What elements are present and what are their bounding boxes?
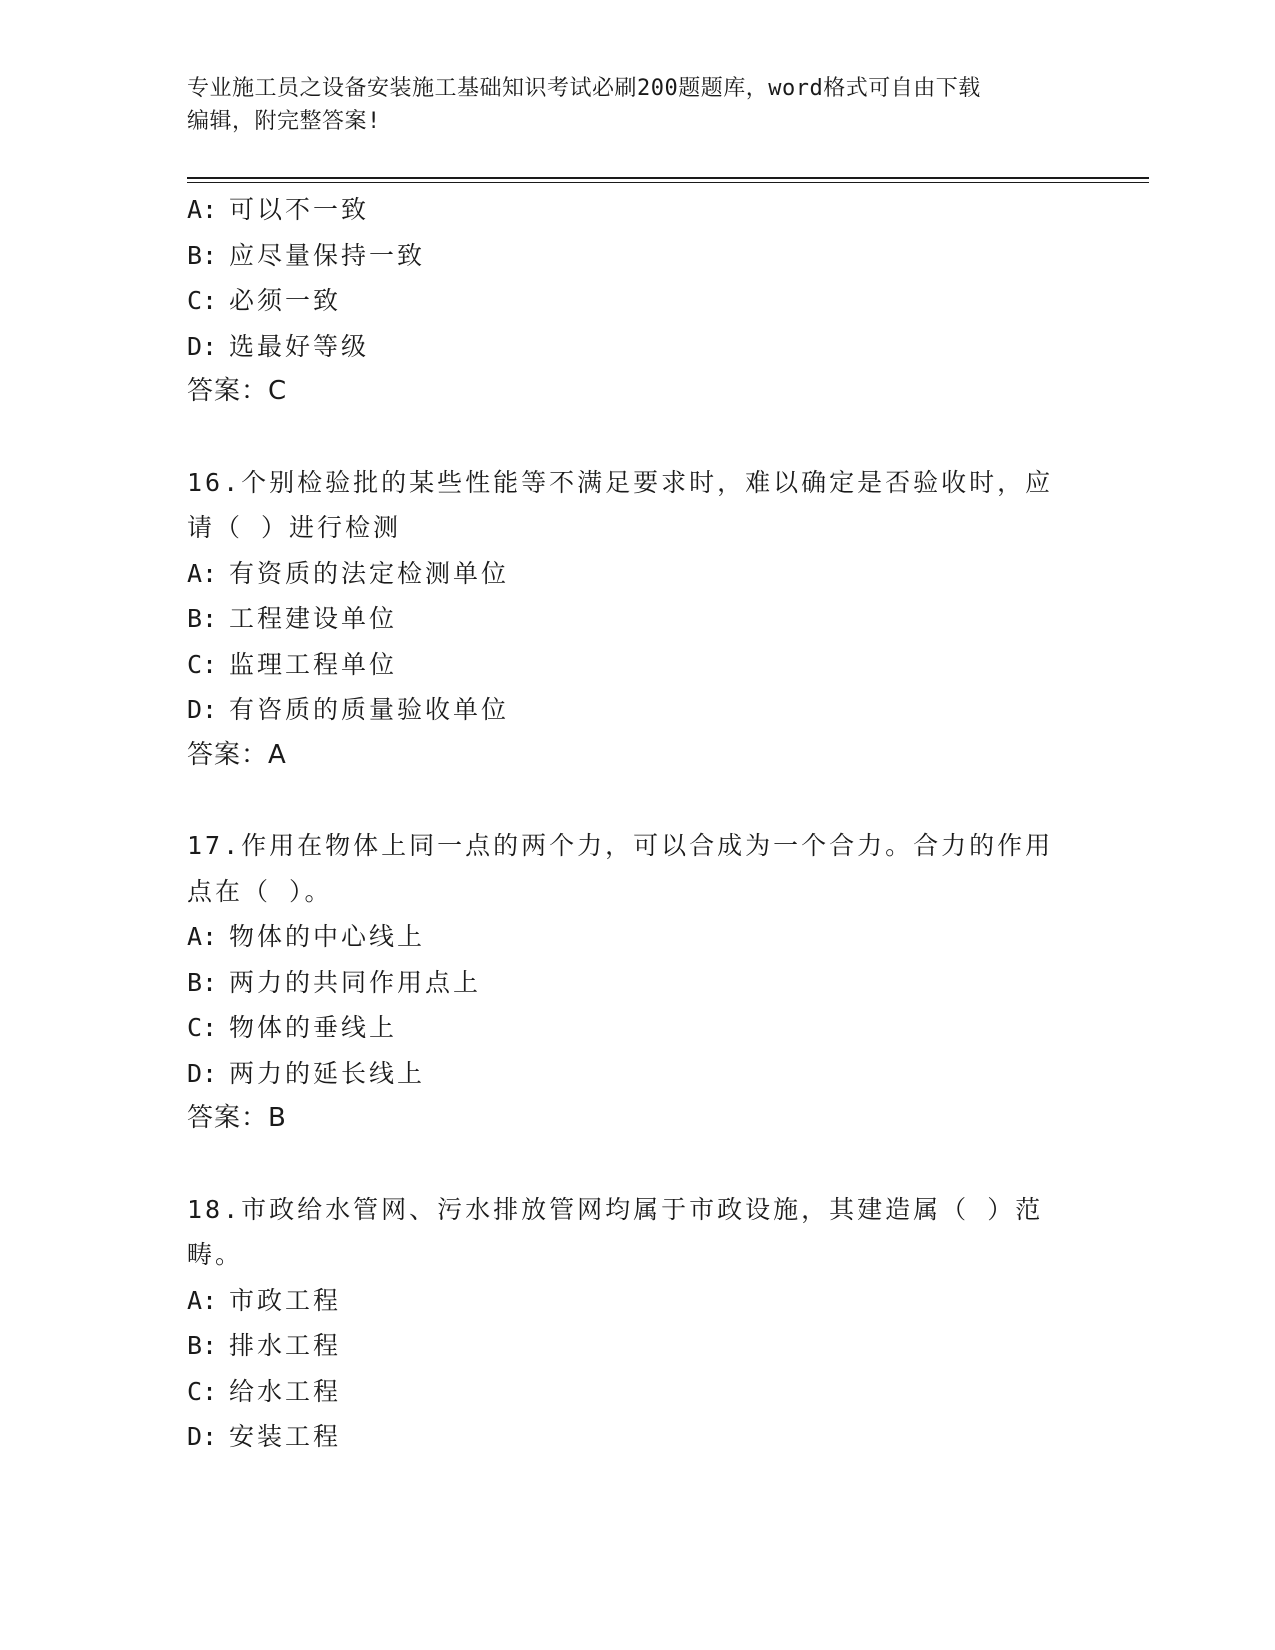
option-letter: D: [187, 1422, 218, 1451]
header-divider-thin [187, 182, 1149, 183]
spacer [187, 778, 1087, 823]
option-d [187, 1414, 1087, 1460]
option-letter: B: [187, 240, 218, 270]
spacer [187, 415, 1087, 460]
question-16 [187, 460, 1087, 779]
question-stem-line-1: 18.市政给水管网、污水排放管网均属于市政设施，其建造属（ ）范 [187, 1194, 1044, 1224]
option-letter: B: [187, 1331, 218, 1360]
option-c [187, 278, 1087, 324]
option-text: 可以不一致 [229, 195, 370, 224]
option-letter: A: [187, 922, 218, 951]
question-17 [187, 823, 1087, 1142]
header-line-1: 专业施工员之设备安装施工基础知识考试必刷200题题库，word格式可自由下载 [187, 76, 981, 101]
option-d [187, 687, 1087, 733]
document-header [187, 72, 1087, 138]
option-b [187, 960, 1087, 1006]
option-a [187, 551, 1087, 597]
option-b [187, 1323, 1087, 1369]
answer-line: 答案：C [187, 376, 288, 406]
header-line-2: 编辑，附完整答案! [187, 109, 381, 134]
option-text: 工程建设单位 [229, 604, 398, 633]
option-text: 排水工程 [229, 1331, 342, 1360]
question-15 [187, 187, 1087, 415]
option-d [187, 324, 1087, 370]
option-text: 有咨质的质量验收单位 [229, 695, 510, 724]
spacer [187, 1142, 1087, 1187]
question-stem-line-2: 请（ ）进行检测 [187, 513, 402, 542]
option-letter: C: [187, 1376, 218, 1406]
option-text: 物体的中心线上 [229, 922, 426, 951]
answer-line: 答案：A [187, 739, 287, 770]
option-letter: C: [187, 286, 218, 315]
question-list [187, 187, 1087, 1460]
question-stem-line-2: 畴。 [187, 1240, 244, 1269]
option-a [187, 914, 1087, 960]
question-stem-line-1: 17.作用在物体上同一点的两个力，可以合成为一个合力。合力的作用 [187, 831, 1054, 860]
question-18 [187, 1187, 1087, 1460]
option-letter: D: [187, 1058, 218, 1088]
option-letter: B: [187, 604, 218, 633]
option-text: 必须一致 [229, 286, 342, 315]
option-a [187, 187, 1087, 233]
option-b [187, 233, 1087, 279]
option-text: 给水工程 [229, 1376, 342, 1406]
option-c [187, 1369, 1087, 1415]
option-letter: D: [187, 331, 218, 361]
option-c [187, 1005, 1087, 1051]
option-text: 应尽量保持一致 [229, 240, 426, 270]
question-stem-line-1: 16.个别检验批的某些性能等不满足要求时，难以确定是否验收时，应 [187, 467, 1054, 497]
option-text: 市政工程 [229, 1285, 342, 1315]
answer-line: 答案：B [187, 1103, 287, 1133]
option-letter: A: [187, 558, 218, 588]
option-letter: C: [187, 1013, 218, 1042]
option-letter: A: [187, 1285, 218, 1315]
option-text: 监理工程单位 [229, 649, 398, 679]
option-letter: A: [187, 195, 218, 224]
option-letter: C: [187, 649, 218, 679]
option-text: 两力的延长线上 [229, 1058, 426, 1088]
option-text: 有资质的法定检测单位 [229, 558, 510, 588]
option-d [187, 1051, 1087, 1097]
option-text: 两力的共同作用点上 [229, 967, 482, 997]
option-text: 选最好等级 [229, 331, 370, 361]
option-letter: B: [187, 967, 218, 997]
option-text: 物体的垂线上 [229, 1013, 398, 1042]
option-b [187, 596, 1087, 642]
option-c [187, 642, 1087, 688]
option-letter: D: [187, 695, 218, 724]
question-stem-line-2: 点在（ ）。 [187, 876, 333, 906]
option-text: 安装工程 [229, 1422, 342, 1451]
header-divider-thick [187, 177, 1149, 179]
option-a [187, 1278, 1087, 1324]
